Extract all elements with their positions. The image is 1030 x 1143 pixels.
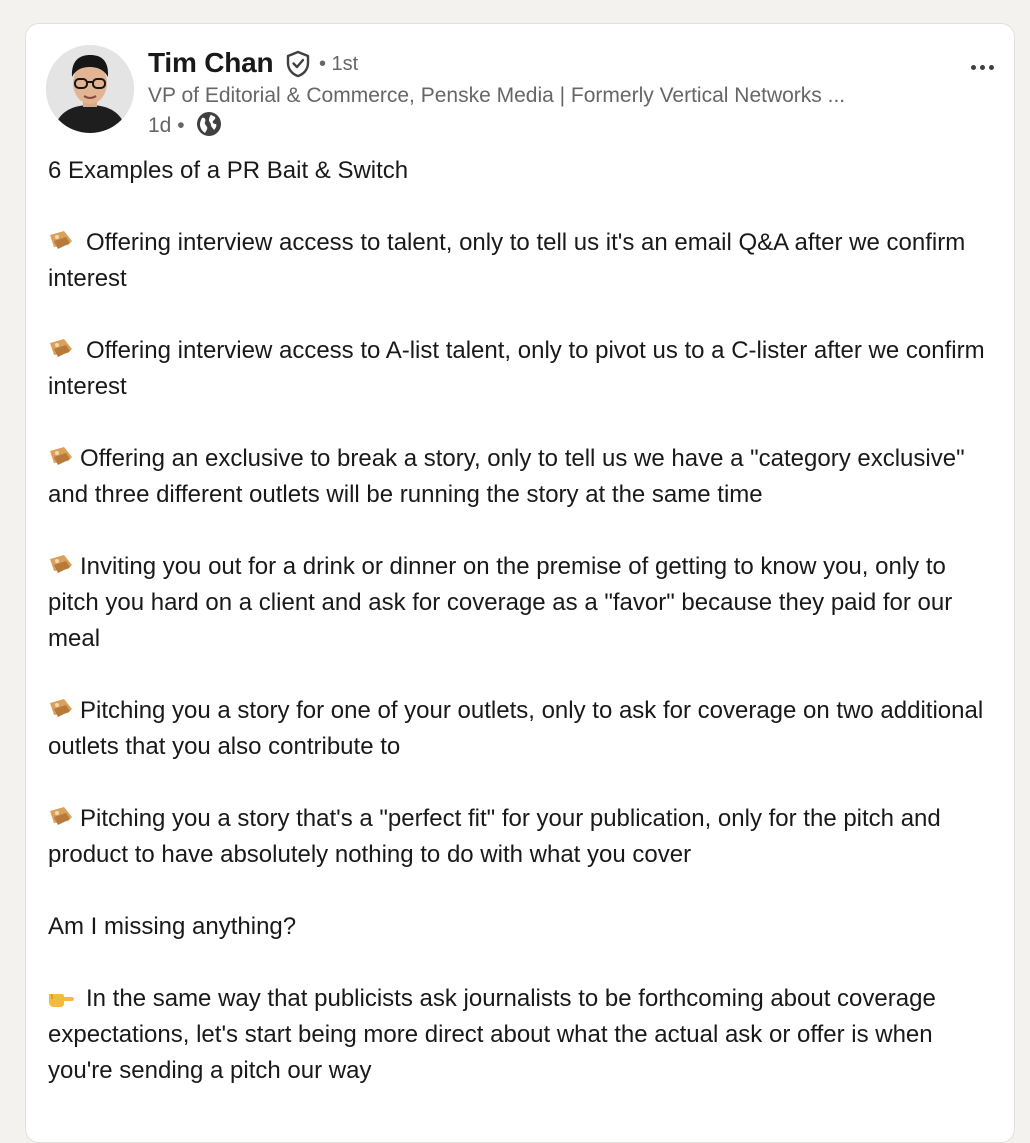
- bait-hook-emoji-icon: [48, 553, 74, 577]
- post-card: [25, 23, 1015, 1143]
- globe-icon: [196, 111, 222, 137]
- bait-hook-emoji-icon: [48, 805, 74, 829]
- more-options-icon[interactable]: [964, 54, 1000, 80]
- list-item-text: Offering an exclusive to break a story, only to tell us we have a "category exclusive" and three different outlets will be running the story at the same time: [48, 445, 965, 508]
- post-timestamp: 1d •: [148, 114, 185, 137]
- list-item: [48, 549, 1003, 657]
- author-headline: VP of Editorial & Commerce, Penske Media | Formerly Vertical Networks ...: [148, 84, 846, 107]
- list-item-text: Pitching you a story for one of your outlets, only to ask for coverage on two additional outlets that you also contribute to: [48, 697, 984, 760]
- list-item: [48, 441, 1003, 513]
- list-item-text: Pitching you a story that's a "perfect fit" for your publication, only for the pitch and product to have absolutely nothing to do with what you cover: [48, 805, 941, 868]
- post-closing-text: In the same way that publicists ask journalists to be forthcoming about coverage expectations, let's start being more direct about what the actual ask or offer is when you're sending a pitch our way: [48, 985, 936, 1084]
- list-item: [48, 693, 1003, 765]
- bait-hook-emoji-icon: [48, 445, 74, 469]
- post-body: [48, 153, 1003, 1125]
- post-closing: [48, 981, 1003, 1089]
- author-avatar[interactable]: [46, 45, 134, 133]
- verified-shield-icon[interactable]: [285, 50, 311, 78]
- post-title: 6 Examples of a PR Bait & Switch: [48, 157, 409, 184]
- list-item: [48, 225, 1003, 297]
- connection-degree: • 1st: [319, 53, 359, 75]
- list-item-text: Inviting you out for a drink or dinner on the premise of getting to know you, only to pitch you hard on a client and ask for coverage as a "favor" because they paid for our meal: [48, 553, 953, 652]
- more-dot: [989, 65, 994, 70]
- more-dot: [980, 65, 985, 70]
- pointing-hand-emoji-icon: [48, 985, 74, 1009]
- list-item-text: Offering interview access to talent, only to tell us it's an email Q&A after we confirm interest: [48, 229, 966, 292]
- list-item-text: Offering interview access to A-list talent, only to pivot us to a C-lister after we confirm interest: [48, 337, 985, 400]
- list-item: [48, 801, 1003, 873]
- avatar-image: [46, 45, 134, 133]
- post-question: Am I missing anything?: [48, 913, 297, 940]
- more-dot: [971, 65, 976, 70]
- bait-hook-emoji-icon: [48, 697, 74, 721]
- bait-hook-emoji-icon: [48, 229, 74, 253]
- bait-hook-emoji-icon: [48, 337, 74, 361]
- list-item: [48, 333, 1003, 405]
- author-name[interactable]: Tim Chan: [148, 47, 274, 78]
